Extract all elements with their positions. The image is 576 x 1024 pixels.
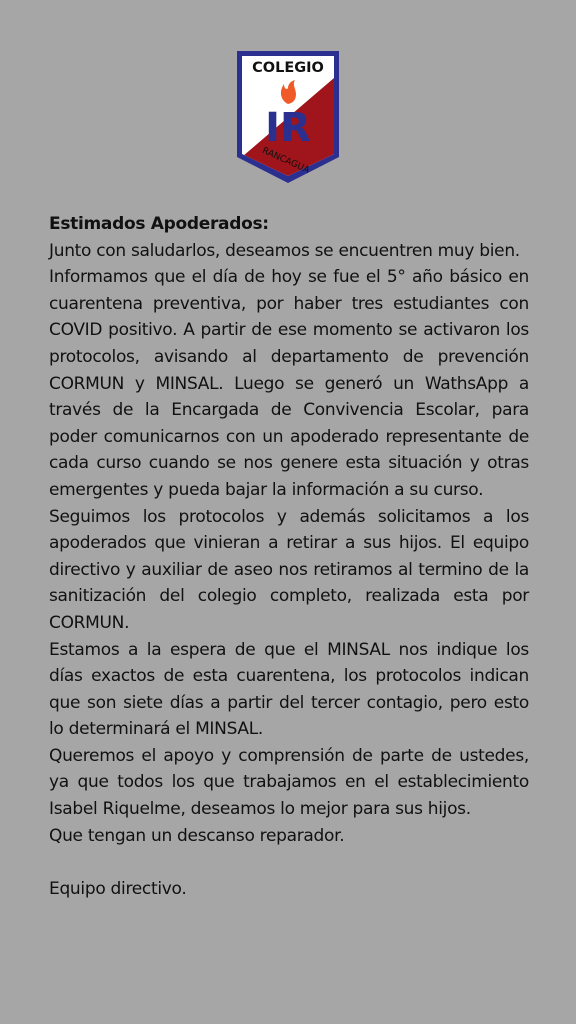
letter-signature: Equipo directivo. xyxy=(49,878,187,899)
letter-paragraph-3: Seguimos los protocolos y además solicitamos a los apoderados que vinieran a retirar a sus hijos. El equipo directivo y auxiliar de aseo nos retiramos al termino de la sanitización del colegio completo, realizada esta por CORMUN. xyxy=(49,506,529,633)
school-logo xyxy=(236,50,340,184)
letter-paragraph-1: Junto con saludarlos, deseamos se encuentren muy bien. xyxy=(49,240,520,261)
letter-paragraph-6: Que tengan un descanso reparador. xyxy=(49,825,345,846)
letter-paragraph-5: Queremos el apoyo y comprensión de parte de ustedes, ya que todos los que trabajamos en el establecimiento Isabel Riquelme, deseamos lo mejor para sus hijos. xyxy=(49,745,529,820)
letter-paragraph-2: Informamos que el día de hoy se fue el 5° año básico en cuarentena preventiva, por haber tres estudiantes con COVID positivo. A partir de ese momento se activaron los protocolos, avisando al departamento de prevención CORMUN y MINSAL. Luego se generó un WathsApp a través de la Encargada de Convivencia Escolar, para poder comunicarnos con un apoderado representante de cada curso cuando se nos genere esta situación y otras emergentes y pueda bajar la información a su curso. xyxy=(49,267,529,500)
letter-spacer xyxy=(49,849,529,876)
letter-body xyxy=(49,211,529,902)
logo-monogram: IR xyxy=(265,105,311,151)
logo-top-text: COLEGIO xyxy=(252,60,324,76)
letter-greeting: Estimados Apoderados: xyxy=(49,214,269,234)
logo-bottom-text: RANCAGUA xyxy=(260,146,311,176)
school-crest-icon xyxy=(236,50,340,184)
letter-paragraph-4: Estamos a la espera de que el MINSAL nos indique los días exactos de esta cuarentena, los protocolos indican que son siete días a partir del tercer contagio, pero esto lo determinará el MINSAL. xyxy=(49,639,529,740)
